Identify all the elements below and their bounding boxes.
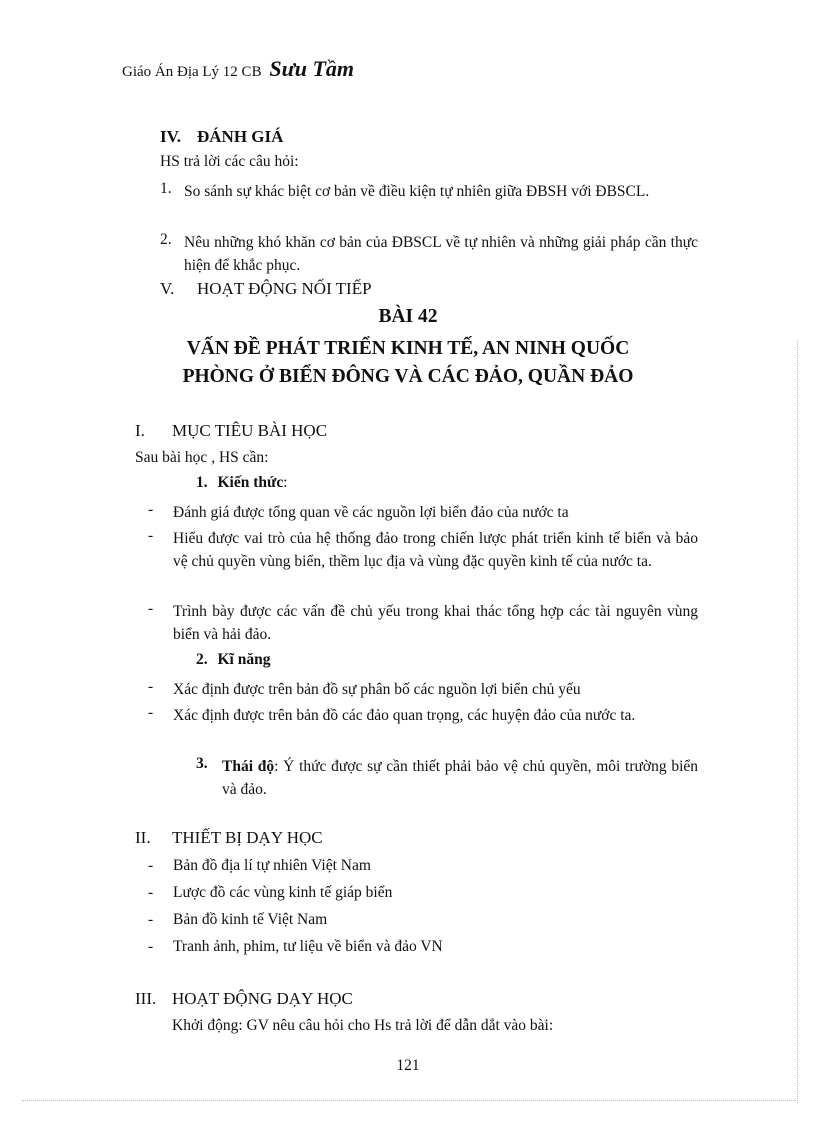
equipment-2-text: Lược đồ các vùng kinh tế giáp biển (173, 884, 393, 901)
header-brand: Sưu Tầm (269, 56, 355, 81)
knowledge-1-dash: - (148, 501, 154, 518)
question-2-number: 2. (160, 231, 172, 248)
knowledge-label (196, 474, 288, 492)
skills-number: 2. (196, 651, 208, 668)
knowledge-colon: : (283, 474, 288, 491)
page-header (122, 56, 354, 82)
section-i-heading: MỤC TIÊU BÀI HỌC (172, 421, 328, 440)
activities-intro: Khởi động: GV nêu câu hỏi cho Hs trả lời để dẫn dắt vào bài: (172, 1017, 554, 1034)
lesson-label: BÀI 42 (378, 306, 438, 327)
skills-label (196, 651, 270, 669)
knowledge-1-text: Đánh giá được tổng quan về các nguồn lợi biển đảo của nước ta (173, 504, 569, 521)
attitude-title: Thái độ (222, 758, 275, 775)
equipment-1-text: Bản đồ địa lí tự nhiên Việt Nam (173, 857, 371, 874)
page-border-bottom (22, 1100, 798, 1101)
header-text: Giáo Án Địa Lý 12 CB (122, 64, 262, 80)
attitude-number: 3. (196, 755, 208, 772)
section-v-number: V. (160, 279, 175, 298)
attitude-text: : Ý thức được sự cần thiết phải bảo vệ chủ quyền, môi trường biển và đảo. (222, 758, 699, 798)
section-ii-heading: THIẾT BỊ DẠY HỌC (172, 828, 323, 847)
knowledge-2-text: Hiểu được vai trò của hệ thống đảo trong chiến lược phát triển kinh tế biển và bảo vệ chủ quyền vùng biển, thềm lục địa và vùng đặc quyền kinh tế của nước ta. (173, 530, 698, 570)
section-iii-heading: HOẠT ĐỘNG DẠY HỌC (172, 989, 353, 1008)
equipment-4-text: Tranh ảnh, phim, tư liệu về biển và đảo VN (173, 938, 443, 955)
objectives-intro: Sau bài học , HS cần: (135, 449, 269, 466)
section-ii-number: II. (135, 828, 151, 847)
knowledge-3-dash: - (148, 600, 154, 617)
knowledge-3-text: Trình bày được các vấn đề chủ yếu trong khai thác tổng hợp các tài nguyên vùng biển và hải đảo. (173, 603, 698, 643)
lesson-title-line-2: PHÒNG Ở BIỂN ĐÔNG VÀ CÁC ĐẢO, QUẦN ĐẢO (182, 366, 634, 387)
section-iv-number: IV. (160, 127, 181, 146)
equipment-3-dash: - (148, 911, 154, 928)
page-border-right (797, 340, 798, 1103)
question-1-text: So sánh sự khác biệt cơ bản về điều kiện tự nhiên giữa ĐBSH với ĐBSCL. (184, 183, 650, 200)
skills-title: Kĩ năng (217, 651, 271, 668)
equipment-1-dash: - (148, 857, 154, 874)
knowledge-title: Kiến thức (217, 474, 284, 491)
section-iv-heading: ĐÁNH GIÁ (197, 127, 284, 146)
section-iii-number: III. (135, 989, 157, 1008)
skills-1-text: Xác định được trên bản đồ sự phân bố các nguồn lợi biển chủ yếu (173, 681, 581, 698)
knowledge-number: 1. (196, 474, 208, 491)
assessment-intro: HS trả lời các câu hỏi: (160, 153, 299, 170)
lesson-title-line-1: VẤN ĐỀ PHÁT TRIỂN KINH TẾ, AN NINH QUỐC (186, 338, 630, 359)
knowledge-2-dash: - (148, 527, 154, 544)
skills-1-dash: - (148, 678, 154, 695)
skills-2-text: Xác định được trên bản đồ các đảo quan trọng, các huyện đảo của nước ta. (173, 707, 636, 724)
skills-2-dash: - (148, 704, 154, 721)
question-1-number: 1. (160, 180, 172, 197)
page-number: 121 (396, 1057, 420, 1074)
section-i-number: I. (135, 421, 145, 440)
equipment-2-dash: - (148, 884, 154, 901)
section-v-heading: HOẠT ĐỘNG NỐI TIẾP (197, 279, 372, 298)
equipment-4-dash: - (148, 938, 154, 955)
question-2-text: Nêu những khó khăn cơ bản của ĐBSCL về tự nhiên và những giải pháp cần thực hiện để khắc phục. (184, 234, 698, 274)
attitude-paragraph (222, 755, 698, 801)
equipment-3-text: Bản đồ kinh tế Việt Nam (173, 911, 328, 928)
